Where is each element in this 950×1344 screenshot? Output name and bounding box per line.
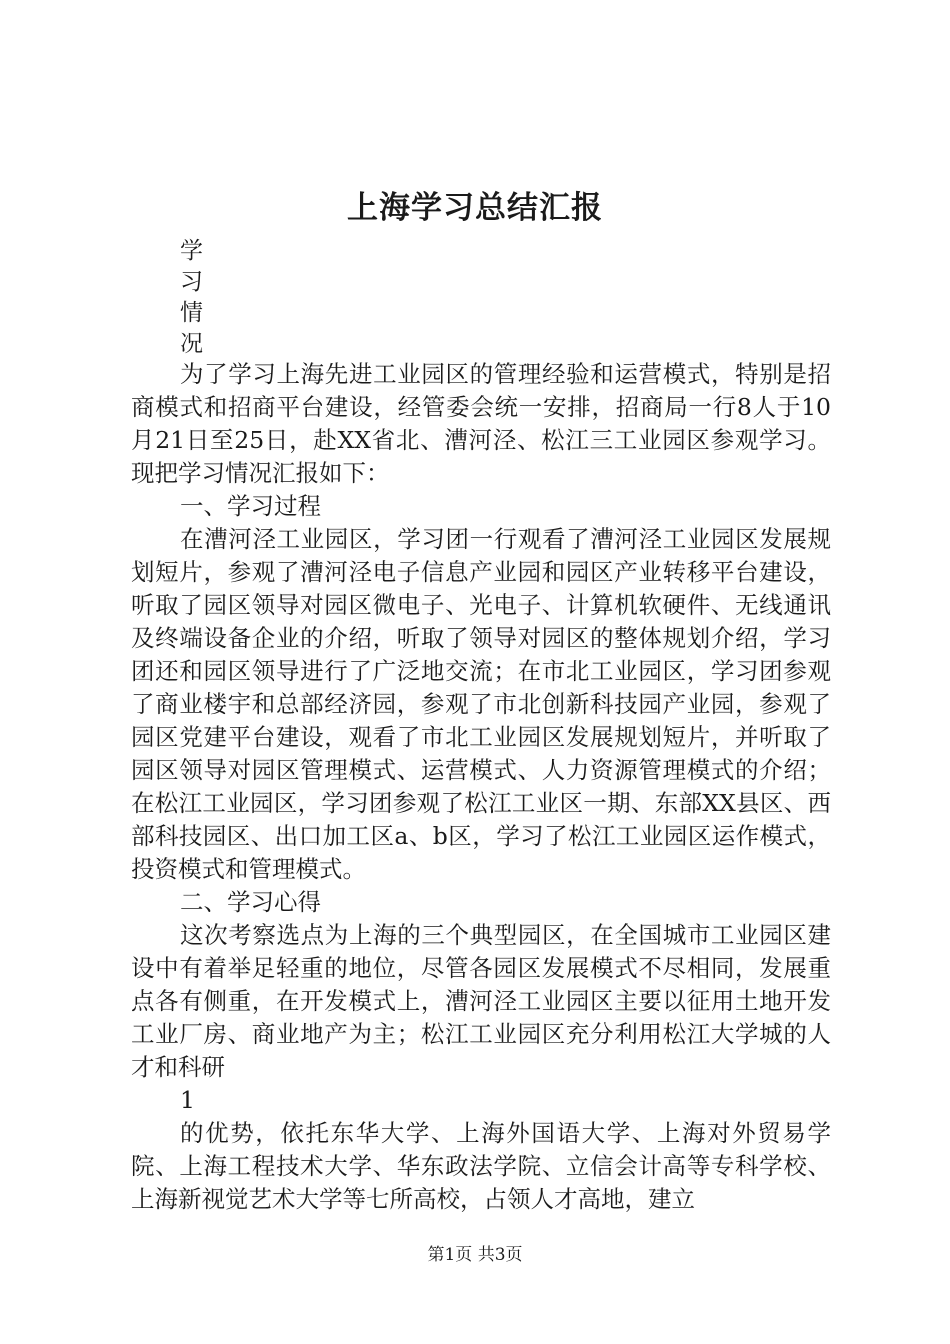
vertical-heading-char: 习	[180, 269, 203, 295]
page-footer: 第1页 共3页	[427, 1245, 523, 1265]
inline-page-number: 1	[180, 1086, 195, 1114]
section-heading-insights: 二、学习心得	[180, 888, 321, 916]
intro-paragraph: 为了学习上海先进工业园区的管理经验和运营模式，特别是招商模式和招商平台建设，经管委会统一安排，招商局一行8人于10月21日至25日，赴XX省北、漕河泾、松江三工业园区参观学习。现把学习情况汇报如下：	[131, 360, 831, 487]
vertical-heading-char: 况	[180, 331, 203, 357]
section-heading-vertical	[180, 236, 210, 360]
process-paragraph: 在漕河泾工业园区，学习团一行观看了漕河泾工业园区发展规划短片，参观了漕河泾电子信息产业园和园区产业转移平台建设，听取了园区领导对园区微电子、光电子、计算机软硬件、无线通讯及终端设备企业的介绍，听取了领导对园区的整体规划介绍，学习团还和园区领导进行了广泛地交流；在市北工业园区，学习团参观了商业楼宇和总部经济园，参观了市北创新科技园产业园，参观了园区党建平台建设，观看了市北工业园区发展规划短片，并听取了园区领导对园区管理模式、运营模式、人力资源管理模式的介绍；在松江工业园区，学习团参观了松江工业区一期、东部XX县区、西部科技园区、出口加工区a、b区，学习了松江工业园区运作模式，投资模式和管理模式。	[131, 525, 831, 883]
vertical-heading-char: 学	[180, 238, 203, 264]
continuation-paragraph: 的优势，依托东华大学、上海外国语大学、上海对外贸易学院、上海工程技术大学、华东政法学院、立信会计高等专科学校、上海新视觉艺术大学等七所高校，占领人才高地，建立	[131, 1119, 831, 1213]
section-heading-process: 一、学习过程	[180, 492, 321, 520]
document-body	[131, 358, 831, 1216]
insights-paragraph: 这次考察选点为上海的三个典型园区，在全国城市工业园区建设中有着举足轻重的地位，尽管各园区发展模式不尽相同，发展重点各有侧重，在开发模式上，漕河泾工业园区主要以征用土地开发工业厂房、商业地产为主；松江工业园区充分利用松江大学城的人才和科研	[131, 921, 831, 1081]
vertical-heading-char: 情	[180, 300, 203, 326]
document-title: 上海学习总结汇报	[347, 190, 603, 226]
